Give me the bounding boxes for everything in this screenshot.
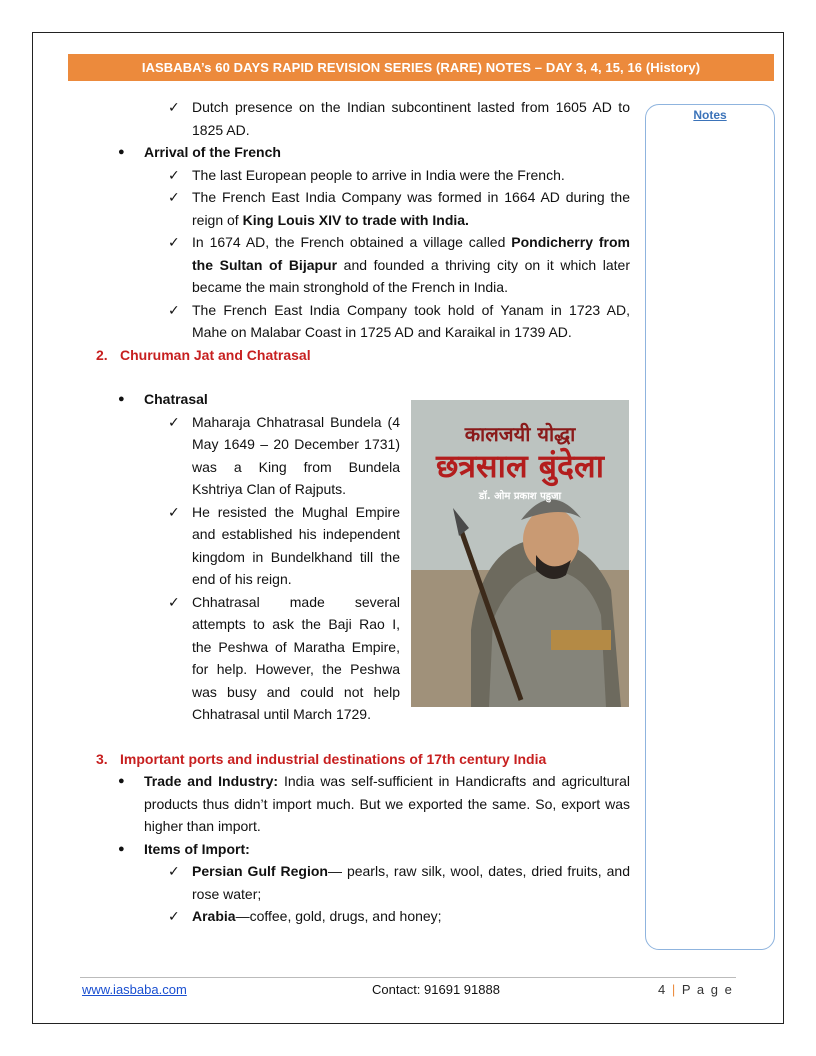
notes-label: Notes [693, 108, 727, 122]
check-icon: ✓ [168, 189, 180, 205]
list-item: ✓ He resisted the Mughal Empire and established his independent kingdom in Bundelkhand till the end of his reign. [80, 501, 400, 591]
notes-panel [645, 104, 775, 950]
book-title-line1: कालजयी योद्धा [464, 422, 576, 446]
bullet-icon: ● [118, 842, 125, 855]
book-cover-image [411, 400, 629, 707]
check-icon: ✓ [168, 503, 180, 520]
footer-website-link[interactable]: www.iasbaba.com [82, 982, 187, 997]
check-icon: ✓ [168, 413, 180, 430]
list-item: ✓ Arabia—coffee, gold, drugs, and honey; [80, 905, 630, 928]
chatrasal-list [80, 411, 400, 726]
check-icon: ✓ [168, 593, 180, 610]
bullet-imports: ● Items of Import: [80, 838, 630, 861]
book-author: डॉ. ओम प्रकाश पहुजा [478, 491, 562, 502]
footer-contact: Contact: 91691 91888 [372, 982, 500, 997]
list-item: ✓ Persian Gulf Region— pearls, raw silk, wool, dates, dried fruits, and rose water; [80, 860, 630, 905]
bullet-heading-chatrasal: ● Chatrasal [80, 388, 630, 411]
footer-page-number: 4 | P a g e [658, 982, 734, 997]
check-icon: ✓ [168, 908, 180, 924]
check-icon: ✓ [168, 234, 180, 250]
list-item: ✓ The French East India Company was formed in 1664 AD during the reign of King Louis XIV to trade with India. [80, 186, 630, 231]
book-title-line2: छत्रसाल बुंदेला [435, 447, 605, 485]
check-icon: ✓ [168, 99, 180, 115]
list-item: ✓ Maharaja Chhatrasal Bundela (4 May 1649 – 20 December 1731) was a King from Bundela Kshtriya Clan of Rajputs. [80, 411, 400, 501]
bullet-trade: ● Trade and Industry: India was self-sufficient in Handicrafts and agricultural products thus didn’t import much. But we exported the same. So, export was higher than import. [80, 770, 630, 838]
bullet-heading-french: ● Arrival of the French [80, 141, 630, 164]
section-heading-3: 3. Important ports and industrial destinations of 17th century India [96, 750, 547, 767]
list-item: ✓ The last European people to arrive in India were the French. [80, 164, 630, 187]
list-item: ✓ In 1674 AD, the French obtained a village called Pondicherry from the Sultan of Bijapur and founded a thriving city on it which later became the main stronghold of the French in India. [80, 231, 630, 299]
header-title: IASBABA’s 60 DAYS RAPID REVISION SERIES (RARE) NOTES – DAY 3, 4, 15, 16 (History) [68, 54, 774, 81]
check-icon: ✓ [168, 863, 180, 879]
bullet-icon: ● [118, 775, 125, 787]
footer-divider [80, 977, 736, 978]
check-icon: ✓ [168, 166, 180, 183]
section-heading-2: 2. Churuman Jat and Chatrasal [96, 346, 311, 363]
bullet-icon: ● [118, 393, 125, 405]
check-icon: ✓ [168, 301, 180, 318]
list-item: ✓ The French East India Company took hold of Yanam in 1723 AD, Mahe on Malabar Coast in 1725 AD and Karaikal in 1739 AD. [80, 299, 630, 344]
list-item: ✓ Chhatrasal made several attempts to ask the Baji Rao I, the Peshwa of Maratha Empire, for help. However, the Peshwa was busy and could not help Chhatrasal until March 1729. [80, 591, 400, 726]
list-item: ✓ Dutch presence on the Indian subcontinent lasted from 1605 AD to 1825 AD. [80, 96, 630, 141]
bullet-icon: ● [118, 146, 125, 158]
